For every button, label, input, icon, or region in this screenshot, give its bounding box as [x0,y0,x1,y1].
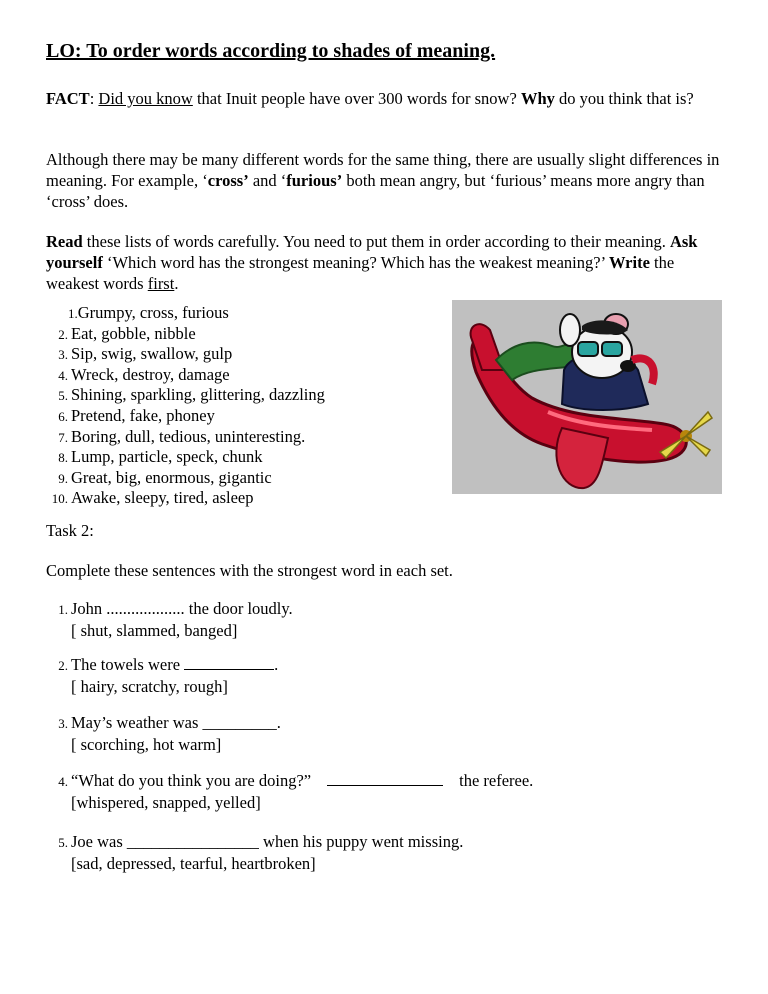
intro-paragraph [46,149,726,212]
sentence-number: 4. [58,774,68,789]
task2-instruction: Complete these sentences with the strongest word in each set. [46,561,453,580]
fact-paragraph [46,88,726,109]
intro-and: and ‘ [248,171,287,190]
list-text: Shining, sparkling, glittering, dazzling [71,385,325,405]
list-item [46,488,325,509]
list-number: 8. [58,450,68,466]
list-item [46,468,325,489]
intro-text-2: both mean angry, but ‘furious’ means more angry than ‘cross’ does. [46,171,705,211]
intro-text-1: Although there may be many different words for the same thing, there are usually slight differences in meaning. For example, ‘ [46,150,720,190]
word-list [46,303,325,509]
list-item [46,344,325,365]
intro-word-cross: cross’ [207,171,249,190]
list-number: 9. [58,470,68,486]
sentence-options: [ scorching, hot warm] [71,735,222,754]
list-number: 5. [58,388,68,404]
sentence-options: [ hairy, scratchy, rough] [71,677,228,696]
instr-t3: the weakest words [46,253,675,293]
sentence-number: 2. [58,658,68,673]
fact-sep: : [89,89,99,108]
sentence-end: the referee. [459,771,534,790]
sentence-number: 1. [58,602,68,617]
list-number: 6. [58,408,68,424]
instr-first: first [147,274,175,293]
list-item [46,365,325,386]
list-text: Great, big, enormous, gigantic [71,467,272,487]
list-number: 4. [58,367,68,383]
list-text: Lump, particle, speck, chunk [71,447,263,467]
fact-text-2: do you think that is? [554,89,694,108]
sentence-item [46,770,533,813]
sentence-options: [ shut, slammed, banged] [71,621,238,640]
sentence-text: The towels were [71,655,185,674]
list-item [46,427,325,448]
list-text: Wreck, destroy, damage [71,364,230,384]
instr-ask: Ask yourself [46,232,698,272]
goggle-left [578,342,598,356]
sentence-text: John ................... the door loudly. [71,599,293,618]
list-text: Pretend, fake, phoney [71,405,215,425]
fact-text-1: that Inuit people have over 300 words for snow? [192,89,521,108]
list-item [46,303,325,324]
instr-write: Write [608,253,650,272]
pilot-ear [560,314,580,346]
list-number: 7. [58,429,68,445]
list-number: 3. [58,347,68,363]
page-title: LO: To order words according to shades of meaning. [46,40,496,62]
list-item [46,324,325,345]
list-item [46,447,325,468]
answer-blank[interactable] [184,655,274,670]
intro-word-furious: furious’ [286,171,343,190]
list-number: 2. [58,326,68,342]
goggle-right [602,342,622,356]
instructions-paragraph [46,231,726,294]
fact-link-text: Did you know [98,89,193,108]
list-text: Boring, dull, tedious, uninteresting. [71,426,306,446]
plane-front-wing [556,428,608,488]
list-text: Awake, sleepy, tired, asleep [71,488,254,508]
instr-t2: ‘Which word has the strongest meaning? Which has the weakest meaning?’ [102,253,609,272]
sentence-end: . [274,655,279,674]
plane-illustration [452,300,722,494]
sentence-item [46,712,281,755]
list-number: 10. [51,491,68,507]
sentence-text: “What do you think you are doing?” [71,771,312,790]
sentence-options: [whispered, snapped, yelled] [71,793,261,812]
sentence-number: 5. [58,835,68,850]
instr-t4: . [174,274,179,293]
answer-blank[interactable] [327,771,443,786]
sentence-options: [sad, depressed, tearful, heartbroken] [71,854,316,873]
list-item [46,406,325,427]
list-item [46,385,325,406]
fact-label: FACT [46,89,90,108]
sentence-item [46,654,278,697]
task2-heading: Task 2: [46,521,94,540]
list-text: Grumpy, cross, furious [77,303,229,322]
sentence-text: Joe was ________________ when his puppy went missing. [71,832,464,851]
cartoon-plane-picture [452,300,722,494]
list-text: Eat, gobble, nibble [71,323,196,343]
sentence-text: May’s weather was _________. [71,713,281,732]
sentence-item [46,598,293,641]
list-text: Sip, swig, swallow, gulp [71,344,233,364]
sentence-number: 3. [58,716,68,731]
instr-t1: these lists of words carefully. You need to put them in order according to their meaning. [82,232,670,251]
list-number: 1. [68,306,78,321]
sentence-item [46,831,463,874]
instr-read: Read [46,232,83,251]
fact-why: Why [520,89,555,108]
